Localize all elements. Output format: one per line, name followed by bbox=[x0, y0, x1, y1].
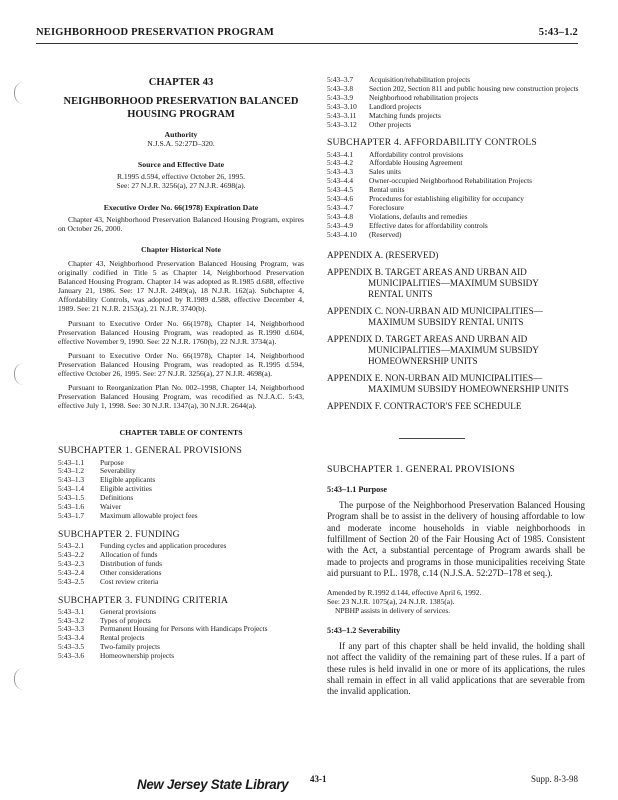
toc-entry-title: Sales units bbox=[369, 167, 401, 177]
punch-mark bbox=[14, 363, 28, 385]
toc-entry-number: 5:43–4.9 bbox=[327, 220, 354, 230]
toc-entry-number: 5:43–2.3 bbox=[58, 558, 85, 568]
toc-entry bbox=[58, 625, 268, 634]
toc-entry bbox=[58, 608, 268, 617]
toc-entry-number: 5:43–3.1 bbox=[58, 606, 85, 616]
header-title: NEIGHBORHOOD PRESERVATION PROGRAM bbox=[36, 27, 275, 38]
supplement-date: Supp. 8-3-98 bbox=[531, 774, 578, 784]
section-divider bbox=[399, 438, 465, 439]
appendix-d-line: MUNICIPALITIES—MAXIMUM SUBSIDY bbox=[368, 344, 539, 355]
authority-heading: Authority bbox=[164, 130, 198, 140]
toc-entry-title: Section 202, Section 811 and public housing new construction projects bbox=[369, 83, 579, 93]
page-number: 43-1 bbox=[310, 774, 327, 784]
punch-mark bbox=[14, 668, 28, 690]
historical-note-paragraph: Chapter 43, Neighborhood Preservation Balanced Housing Program, was originally codified in Title 5 as Chapter 14, Neighborhood Preservation Balanced Housing Program. Chapter 14 was adopted as R.1985 d.688, effective January 21, 1986. See: 17 N.J.R. 2489(a), 18 N.J.R. 162(a). Subchapter 4, Affordability Controls, was adopted by R.1989 d.588, effective December 4, 1989. See: 21 N.J.R. 2153(a), 21 N.J.R. 3740(b). bbox=[58, 258, 304, 314]
amendment-citation: See: 23 N.J.R. 1075(a), 24 N.J.R. 1385(a). bbox=[327, 596, 455, 606]
toc-entry-title: Other projects bbox=[369, 119, 412, 129]
toc-entry bbox=[327, 222, 532, 231]
toc-subchapter-2-title: SUBCHAPTER 2. FUNDING bbox=[58, 528, 180, 540]
toc-entry-title: Rental projects bbox=[100, 633, 145, 643]
toc-entry-number: 5:43–3.3 bbox=[58, 624, 85, 634]
toc-entry-title: Affordable Housing Agreement bbox=[369, 158, 463, 168]
toc-entry-number: 5:43–4.5 bbox=[327, 185, 354, 195]
toc-entry-number: 5:43–3.6 bbox=[58, 651, 85, 661]
toc-entry-title: Maximum allowable project fees bbox=[100, 510, 198, 520]
toc-entry-number: 5:43–3.4 bbox=[58, 633, 85, 643]
chapter-number: CHAPTER 43 bbox=[148, 77, 214, 88]
toc-entry-title: Neighborhood rehabilitation projects bbox=[369, 92, 479, 102]
toc-entry bbox=[327, 103, 579, 112]
appendix-b-line: RENTAL UNITS bbox=[368, 288, 433, 299]
toc-entry bbox=[58, 578, 226, 587]
toc-entry-number: 5:43–1.7 bbox=[58, 510, 85, 520]
header-rule bbox=[36, 43, 578, 44]
appendix-c-line: APPENDIX C. NON-URBAN AID MUNICIPALITIES— bbox=[327, 305, 543, 316]
toc-heading: CHAPTER TABLE OF CONTENTS bbox=[119, 428, 243, 438]
toc-entry-number: 5:43–4.3 bbox=[327, 167, 354, 177]
appendix-c-line: MAXIMUM SUBSIDY RENTAL UNITS bbox=[368, 316, 524, 327]
toc-entry-number: 5:43–1.3 bbox=[58, 475, 85, 485]
appendix-b bbox=[327, 267, 585, 300]
amendment-summary: NPBHP assists in delivery of services. bbox=[335, 605, 451, 615]
toc-entry-number: 5:43–4.2 bbox=[327, 158, 354, 168]
toc-subchapter-2-list bbox=[58, 542, 226, 587]
toc-subchapter-1-list bbox=[58, 459, 197, 521]
historical-note-heading: Chapter Historical Note bbox=[141, 244, 221, 254]
appendix-e-line: MAXIMUM SUBSIDY HOMEOWNERSHIP UNITS bbox=[368, 383, 569, 394]
header-section: 5:43–1.2 bbox=[538, 27, 578, 38]
historical-note-paragraph: Pursuant to Executive Order No. 66(1978), Chapter 14, Neighborhood Preservation Balanced Housing Program, was readopted as R.1995 d.594, effective October 26, 1995. See: 27 N.J.R. 3256(a), 27 N.J.R. 4698(a). bbox=[58, 350, 304, 378]
toc-entry-title: Violations, defaults and remedies bbox=[369, 211, 468, 221]
appendix-d-line: HOMEOWNERSHIP UNITS bbox=[368, 355, 478, 366]
toc-entry-number: 5:43–2.5 bbox=[58, 576, 85, 586]
toc-subchapter-1-title: SUBCHAPTER 1. GENERAL PROVISIONS bbox=[58, 445, 243, 457]
running-header bbox=[36, 27, 578, 41]
toc-entry-title: Cost review criteria bbox=[100, 576, 159, 586]
toc-entry-title: Rental units bbox=[369, 185, 405, 195]
section-1-1-body: The purpose of the Neighborhood Preservation Balanced Housing Program shall be to assist in the delivery of housing affordable to low and moderate income households in viable neighborhoods in fulfillment of Section 20 of the Fair Housing Act of 1985. Consistent with the Act, a substantial percentage of Program awards shall be made to projects and programs in those municipalities receiving State aid pursuant to P.L. 1978, c.14 (N.J.S.A. 52:27D–178 et seq.). bbox=[327, 499, 585, 579]
toc-entry-title: Effective dates for affordability controls bbox=[369, 220, 488, 230]
toc-entry-number: 5:43–4.6 bbox=[327, 194, 354, 204]
toc-entry-title: Definitions bbox=[100, 493, 134, 503]
toc-entry-title: Types of projects bbox=[100, 615, 151, 625]
toc-subchapter-3-list bbox=[58, 608, 268, 661]
toc-entry bbox=[327, 231, 532, 240]
source-line-2: See: 27 N.J.R. 3256(a), 27 N.J.R. 4698(a). bbox=[116, 181, 246, 191]
section-1-1-title: 5:43–1.1 Purpose bbox=[327, 484, 388, 494]
appendix-b-line: MUNICIPALITIES—MAXIMUM SUBSIDY bbox=[368, 277, 539, 288]
toc-entry bbox=[327, 121, 579, 130]
appendix-d-line: APPENDIX D. TARGET AREAS AND URBAN AID bbox=[327, 333, 528, 344]
source-heading: Source and Effective Date bbox=[137, 160, 225, 170]
toc-entry-title: Landlord projects bbox=[369, 101, 422, 111]
toc-entry-title: Eligible applicants bbox=[100, 475, 156, 485]
toc-entry bbox=[327, 177, 532, 186]
toc-entry-title: Other considerations bbox=[100, 567, 162, 577]
library-stamp: New Jersey State Library bbox=[137, 776, 289, 792]
toc-subchapter-4-title: SUBCHAPTER 4. AFFORDABILITY CONTROLS bbox=[327, 137, 537, 149]
toc-entry bbox=[327, 159, 532, 168]
toc-entry-title: Eligible activities bbox=[100, 484, 152, 494]
toc-entry-title: Owner-occupied Neighborhood Rehabilitation Projects bbox=[369, 176, 533, 186]
toc-entry-title: Purpose bbox=[100, 457, 124, 467]
toc-entry-title: Affordability control provisions bbox=[369, 149, 464, 159]
toc-entry bbox=[58, 634, 268, 643]
toc-entry-number: 5:43–2.1 bbox=[58, 540, 85, 550]
toc-entry-title: Permanent Housing for Persons with Handicaps Projects bbox=[100, 624, 268, 634]
toc-subchapter-3-title: SUBCHAPTER 3. FUNDING CRITERIA bbox=[58, 594, 229, 606]
toc-entry-number: 5:43–1.4 bbox=[58, 484, 85, 494]
appendix-e bbox=[327, 373, 585, 395]
toc-entry-number: 5:43–3.5 bbox=[58, 642, 85, 652]
appendix-a: APPENDIX A. (RESERVED) bbox=[327, 249, 439, 260]
toc-entry-title: Two-family projects bbox=[100, 642, 161, 652]
historical-note-paragraph: Pursuant to Reorganization Plan No. 002–1998, Chapter 14, Neighborhood Preservation Balanced Housing Program, was recodified as N.J.A.C. 5:43, effective July 1, 1998. See: 30 N.J.R. 1347(a), 30 N.J.R. 2644(a). bbox=[58, 383, 304, 411]
toc-entry bbox=[327, 112, 579, 121]
toc-entry-title: Matching funds projects bbox=[369, 110, 441, 120]
toc-entry-number: 5:43–3.12 bbox=[327, 119, 357, 129]
toc-entry-number: 5:43–3.7 bbox=[327, 75, 354, 84]
toc-entry-number: 5:43–1.1 bbox=[58, 457, 85, 467]
toc-entry-title: Funding cycles and application procedures bbox=[100, 540, 227, 550]
toc-entry-number: 5:43–4.10 bbox=[327, 229, 357, 239]
toc-entry-title: Procedures for establishing eligibility for occupancy bbox=[369, 194, 524, 204]
appendix-b-line: APPENDIX B. TARGET AREAS AND URBAN AID bbox=[327, 266, 527, 277]
toc-entry bbox=[58, 652, 268, 661]
toc-entry-number: 5:43–4.7 bbox=[327, 202, 354, 212]
toc-entry bbox=[327, 94, 579, 103]
toc-entry-number: 5:43–4.1 bbox=[327, 149, 354, 159]
source-line-1: R.1995 d.594, effective October 26, 1995. bbox=[116, 172, 246, 182]
punch-mark bbox=[14, 82, 28, 104]
appendix-d bbox=[327, 334, 585, 367]
appendix-e-line: APPENDIX E. NON-URBAN AID MUNICIPALITIES— bbox=[327, 372, 543, 383]
toc-entry-title: General provisions bbox=[100, 606, 157, 616]
section-1-2-body: If any part of this chapter shall be held invalid, the holding shall not affect the validity of the remaining part of these rules. If a part of these rules is held invalid in one or more of its applications, the rules shall remain in effect in all valid applications that are severable from the invalid application. bbox=[327, 640, 585, 697]
historical-note-paragraph: Pursuant to Executive Order No. 66(1978), Chapter 14, Neighborhood Preservation Balanced Housing Program, was readopted as R.1990 d.604, effective November 9, 1990. See: 22 N.J.R. 1760(b), 22 N.J.R. 3734(a). bbox=[58, 318, 304, 346]
section-1-2-title: 5:43–1.2 Severability bbox=[327, 625, 401, 635]
toc-entry bbox=[327, 195, 532, 204]
toc-subchapter-4-list bbox=[327, 151, 532, 240]
toc-entry-title: Waiver bbox=[100, 502, 122, 512]
toc-entry-number: 5:43–1.6 bbox=[58, 502, 85, 512]
toc-entry-number: 5:43–2.2 bbox=[58, 549, 85, 559]
toc-entry-number: 5:43–2.4 bbox=[58, 567, 85, 577]
toc-entry-title: Severability bbox=[100, 466, 136, 476]
exec-order-text: Chapter 43, Neighborhood Preservation Balanced Housing Program, expires on October 26, 2000. bbox=[58, 214, 304, 233]
toc-entry-title: Foreclosure bbox=[369, 202, 404, 212]
toc-entry-title: Homeownership projects bbox=[100, 651, 175, 661]
toc-entry-number: 5:43–3.9 bbox=[327, 92, 354, 102]
subchapter-1-heading: SUBCHAPTER 1. GENERAL PROVISIONS bbox=[327, 463, 515, 475]
toc-entry-number: 5:43–1.2 bbox=[58, 466, 85, 476]
appendix-f: APPENDIX F. CONTRACTOR'S FEE SCHEDULE bbox=[327, 400, 522, 411]
exec-order-heading: Executive Order No. 66(1978) Expiration Date bbox=[103, 202, 259, 212]
authority-text: N.J.S.A. 52:27D–320. bbox=[147, 139, 215, 149]
appendix-c bbox=[327, 306, 585, 328]
toc-entry-number: 5:43–1.5 bbox=[58, 493, 85, 503]
toc-entry-title: Allocation of funds bbox=[100, 549, 158, 559]
toc-entry-number: 5:43–3.10 bbox=[327, 101, 357, 111]
left-column bbox=[58, 58, 304, 661]
toc-entry-number: 5:43–3.11 bbox=[327, 110, 357, 120]
amendment-note: Amended by R.1992 d.144, effective April 6, 1992. bbox=[327, 587, 482, 597]
toc-subchapter-3-continued bbox=[327, 76, 579, 129]
toc-entry-number: 5:43–4.4 bbox=[327, 176, 354, 186]
toc-entry-title: (Reserved) bbox=[369, 229, 402, 239]
toc-entry-number: 5:43–3.2 bbox=[58, 615, 85, 625]
toc-entry-title: Distribution of funds bbox=[100, 558, 162, 568]
chapter-title: NEIGHBORHOOD PRESERVATION BALANCED HOUSING PROGRAM bbox=[63, 96, 299, 121]
toc-entry-title: Acquisition/rehabilitation projects bbox=[369, 75, 471, 84]
toc-entry-number: 5:43–3.8 bbox=[327, 83, 354, 93]
toc-entry bbox=[58, 512, 197, 521]
right-column bbox=[327, 76, 585, 698]
toc-entry-number: 5:43–4.8 bbox=[327, 211, 354, 221]
